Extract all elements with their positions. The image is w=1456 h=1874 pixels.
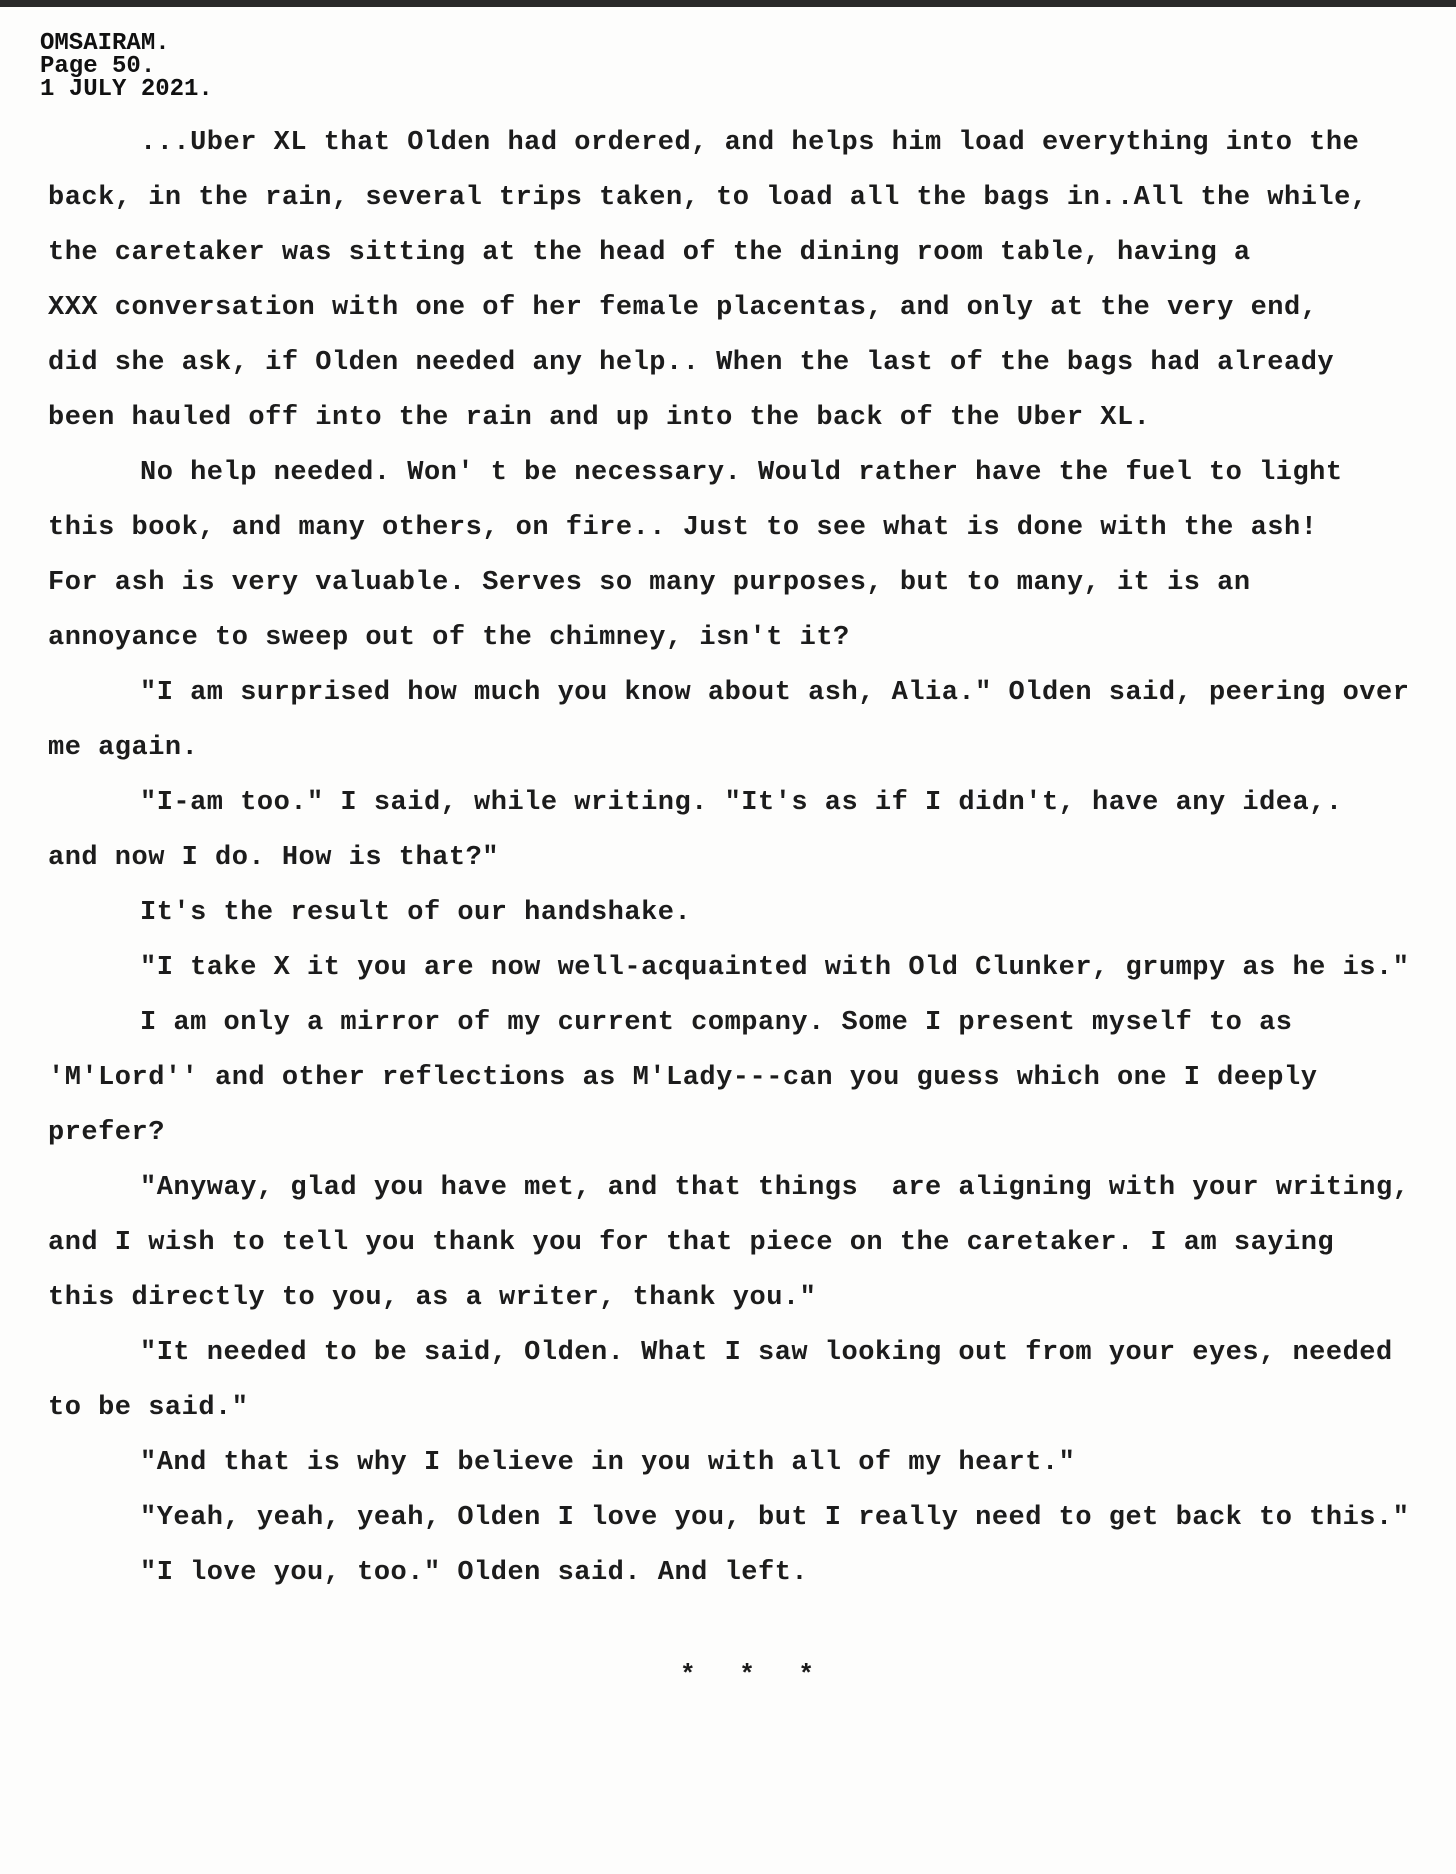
text-line: I am only a mirror of my current company. Some I present myself to as [140, 1008, 1293, 1038]
text-line: "Yeah, yeah, yeah, Olden I love you, but I really need to get back to this." [140, 1503, 1410, 1533]
text-line: "I-am too." I said, while writing. "It's as if I didn't, have any idea,. [140, 788, 1343, 818]
header-date: 1 JULY 2021. [40, 76, 213, 103]
text-line: this book, and many others, on fire.. Just to see what is done with the ash! [48, 513, 1318, 543]
text-line: "It needed to be said, Olden. What I saw looking out from your eyes, needed [140, 1338, 1393, 1368]
text-line: XXX conversation with one of her female placentas, and only at the very end, [48, 293, 1318, 323]
text-line: It's the result of our handshake. [140, 898, 692, 928]
text-line: to be said." [48, 1393, 249, 1423]
text-line: the caretaker was sitting at the head of the dining room table, having a [48, 238, 1251, 268]
text-line: "Anyway, glad you have met, and that things are aligning with your writing, [140, 1173, 1410, 1203]
text-line: and now I do. How is that?" [48, 843, 499, 873]
text-line: For ash is very valuable. Serves so many purposes, but to many, it is an [48, 568, 1251, 598]
text-line: "I love you, too." Olden said. And left. [140, 1558, 809, 1588]
header-page-number: Page 50. [40, 53, 156, 80]
text-line: "I take X it you are now well-acquainted with Old Clunker, grumpy as he is." [140, 953, 1410, 983]
text-line: and I wish to tell you thank you for that piece on the caretaker. I am saying [48, 1228, 1335, 1258]
header-title: OMSAIRAM. [40, 30, 170, 57]
text-line: back, in the rain, several trips taken, to load all the bags in..All the while, [48, 183, 1368, 213]
text-line: "And that is why I believe in you with all of my heart." [140, 1448, 1076, 1478]
text-line: this directly to you, as a writer, thank you." [48, 1283, 817, 1313]
text-line: did she ask, if Olden needed any help.. When the last of the bags had already [48, 348, 1335, 378]
text-line: me again. [48, 733, 199, 763]
text-line: 'M'Lord'' and other reflections as M'Lady---can you guess which one I deeply [48, 1063, 1318, 1093]
text-line: No help needed. Won' t be necessary. Would rather have the fuel to light [140, 458, 1343, 488]
text-line: prefer? [48, 1118, 165, 1148]
text-line: been hauled off into the rain and up into the back of the Uber XL. [48, 403, 1151, 433]
text-line: annoyance to sweep out of the chimney, isn't it? [48, 623, 850, 653]
text-line: ...Uber XL that Olden had ordered, and helps him load everything into the [140, 128, 1360, 158]
text-line: "I am surprised how much you know about ash, Alia." Olden said, peering over [140, 678, 1410, 708]
section-end-mark: * * * [680, 1660, 829, 1690]
